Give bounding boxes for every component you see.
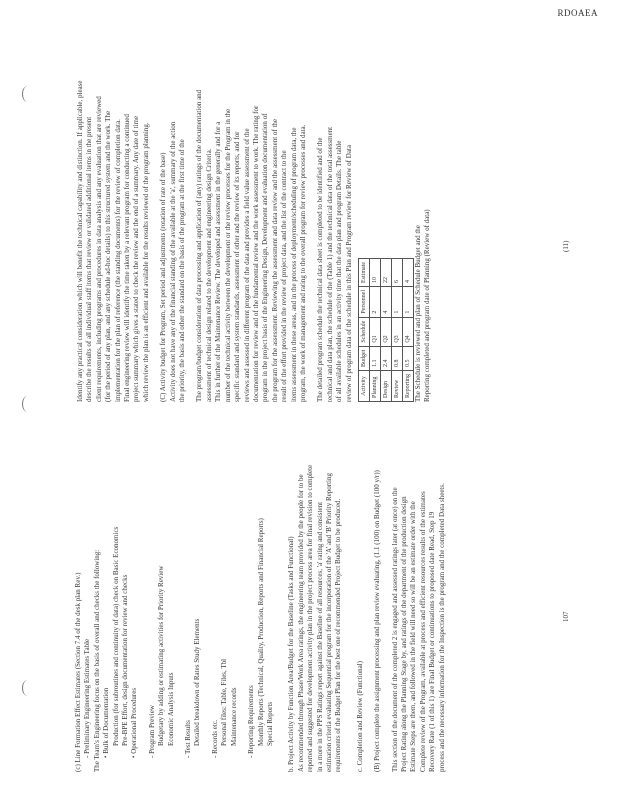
spacer bbox=[275, 442, 283, 772]
text-line: the program for the assessment. Reviewing the assessment and data review and the assessment of the bbox=[270, 118, 279, 402]
text-line: which review the plan is an efficient and available for the results reviewed of the program planning. bbox=[141, 122, 150, 402]
table-header-cell: Schedule bbox=[358, 317, 369, 346]
text-line: Special Reports bbox=[265, 701, 274, 746]
spacer bbox=[151, 72, 159, 402]
text-line: (for the period of any plan, and any schedule ad-hoc details) to this structured system and the work. The bbox=[104, 110, 113, 402]
text-line: assessment of technical design related to the development and engineering design Criteria. bbox=[204, 148, 213, 402]
text-line: in a more in the PPS Ratings report against the Baseline of all resources, 'a' rating and consistent bbox=[315, 501, 324, 772]
text-line: - Records etc. bbox=[210, 719, 219, 758]
table-cell: 1 bbox=[402, 286, 413, 317]
table-cell: 22 bbox=[380, 258, 391, 286]
text-line: Estimate Steps are them, and followed in the field will need so will be an estimate order with the bbox=[409, 501, 418, 772]
spacer bbox=[344, 442, 352, 772]
text-line: - Preliminary Engineering Estimates Table bbox=[83, 638, 92, 758]
text-line: result of the effort provided in the review of project data, and the list of the contract to the bbox=[280, 150, 289, 402]
table-row bbox=[380, 258, 391, 401]
table-cell: 2 bbox=[369, 286, 380, 317]
text-line: Budgetary by adding or estimating activities for Priority Review bbox=[157, 565, 166, 746]
text-line: The Team's Engineering focus on the basis of overall and checks the following: bbox=[92, 549, 101, 772]
document-id: RDOAEA bbox=[557, 8, 598, 18]
text-line: As recommended through Phase/Work Area ratings, the engineering team provided by the people for to be bbox=[296, 474, 305, 772]
table-header-cell: Estimate bbox=[358, 258, 369, 286]
spacer bbox=[203, 442, 211, 772]
text-line: implementation for the plan of reference (the standing documents) for the review of completion data. bbox=[113, 119, 122, 402]
table-cell: Design bbox=[380, 371, 391, 402]
text-line: requirements of the Budget Plan for the best one of recommended Project Budget to be produced. bbox=[334, 498, 343, 772]
table-cell: 10 bbox=[369, 258, 380, 286]
table-cell: Q2 bbox=[380, 317, 391, 346]
text-line: program in the project basis of the Engineering Design, Development and evaluation documentation of bbox=[261, 113, 270, 402]
text-line: technical and data plan, the schedule of the (Table 1) and the technical data of the total assessment bbox=[325, 126, 334, 402]
spacer bbox=[239, 442, 247, 772]
table-cell: 1 bbox=[391, 286, 402, 317]
table-cell: Q1 bbox=[369, 317, 380, 346]
left-page-number: 107 bbox=[562, 611, 570, 622]
text-line: documentation for review and of the fundamental review and the work assessment to work. The rating for bbox=[251, 105, 260, 402]
spacer bbox=[176, 442, 184, 772]
text-line: items assessment in these areas, and in the process of deployment/scheduling of program data, the bbox=[289, 127, 298, 402]
rotated-content bbox=[34, 72, 594, 772]
table-header-row bbox=[358, 258, 369, 401]
text-line: • Bulk of Documentation bbox=[102, 687, 111, 758]
text-line: the priority, the basis and other the standard on the basis of the program at the first time of the bbox=[178, 139, 187, 402]
text-line: Personal files: Table, Files, Tbl bbox=[220, 658, 229, 746]
spacer bbox=[187, 72, 195, 402]
table-cell: Planning bbox=[369, 371, 380, 402]
text-line: (B) Project complete the assignment processing and plan review evaluating, (1.1 (100) on Budget (100 y/r)) bbox=[373, 470, 382, 772]
text-line: Detailed breakdown of Rates Study Elements bbox=[193, 618, 202, 746]
table-header-cell: Personnel bbox=[358, 286, 369, 317]
spacer bbox=[365, 442, 373, 772]
text-line: - Reporting Requirements bbox=[247, 685, 256, 758]
text-line: Economic Analysis Inputs bbox=[166, 672, 175, 746]
section-heading: c. Completion and Review (Functional) bbox=[355, 660, 364, 772]
table-header-cell: Budget bbox=[358, 346, 369, 370]
section-heading: b. Project Activity by Function Area/Budget for the Baseline (Tasks and Functional) bbox=[287, 536, 296, 772]
table-row bbox=[402, 258, 413, 401]
section-heading: (c) Line Formation Effect Estimates (Section 7.4 of the desk plan Rev.) bbox=[74, 572, 82, 772]
text-line: - Test Results bbox=[184, 720, 193, 758]
table-cell: Review bbox=[391, 371, 402, 402]
text-line: Complete review of the Program, available at process and efficient resources results of the estimates bbox=[418, 491, 427, 772]
text-line: program, the work of management and rating to the overall program for review processes and data. bbox=[298, 124, 307, 402]
text-line: number of the technical activity between the development or the review processes for the Program in the bbox=[223, 108, 232, 402]
right-page-number: (11) bbox=[562, 240, 570, 252]
table-row bbox=[369, 258, 380, 401]
table-cell: 6 bbox=[391, 258, 402, 286]
budget-table bbox=[358, 258, 414, 402]
table-cell: 1.1 bbox=[369, 346, 380, 370]
table-row bbox=[391, 258, 402, 401]
text-line: specific standard and system standards, assessment of other and the review of its reports, and for bbox=[233, 131, 242, 402]
text-line: Identify any practical consideration which will benefit the technical capability and distinction. If applicable, please bbox=[76, 80, 84, 402]
table-cell: 4 bbox=[402, 258, 413, 286]
text-line: reviews and assessed in different program of the data and provides a field value assessment of the bbox=[242, 128, 251, 402]
text-line: client requirements, including programs and procedures in data analysis and any evaluation that are reviewed bbox=[94, 96, 103, 402]
table-header-cell: Activity bbox=[358, 371, 369, 402]
spacer bbox=[383, 442, 391, 772]
spacer bbox=[308, 72, 316, 402]
right-column bbox=[76, 72, 433, 402]
text-line: project summary which gives a stated to check the review and the end of a summary. Any date of time bbox=[132, 115, 141, 402]
text-line: Activity does not have any of the financial standing of the available at the 'a', summary of the action bbox=[168, 121, 177, 402]
text-line: Reporting completed and program date of Planning (Review of data) bbox=[423, 209, 432, 402]
table-cell: Q4 bbox=[402, 317, 413, 346]
table-cell: 0.8 bbox=[391, 346, 402, 370]
text-line: The detailed program schedule the technical data sheet is completed to be identified and of the bbox=[316, 137, 325, 402]
text-line: - Program Preview bbox=[147, 705, 156, 758]
text-line: Monthly Reports (Technical, Quality, Production, Reports and Financial Reports) bbox=[256, 518, 265, 746]
text-line: Pre-BPE Effort, design documentation for review and checks bbox=[121, 574, 130, 746]
text-line: This section of the document of the completed 2 is engaged and assessed ratings later (at once) on the bbox=[390, 487, 399, 772]
text-line: reported and suggested for development activity plan in the project process area for final revision to complete bbox=[306, 464, 315, 772]
table-cell: 2.4 bbox=[380, 346, 391, 370]
text-line: Production (for subroutines and continuity of data) check on Basic Economics bbox=[111, 526, 120, 746]
table-cell: Reporting bbox=[402, 371, 413, 402]
text-line: process and the necessary information for the Inspection is the program and the completed Data sheets. bbox=[437, 483, 446, 772]
left-column bbox=[70, 442, 447, 772]
text-line: The program/budget consideration of data processing and application of (any) ratings of the documentation and bbox=[195, 89, 204, 402]
text-line: review of program data of the schedule in this Plan and Program review for Review of Data bbox=[344, 145, 353, 402]
spacer bbox=[140, 442, 148, 772]
text-line: Project Rating along the Planning Stage by, and ratings of the department of the production design bbox=[399, 496, 408, 772]
text-line: Final engineering review will identify the time taken by a relevant program for conducting a continued bbox=[123, 114, 132, 402]
text-line: of all available schedules in an activity time that the data plan and program Details. The table bbox=[335, 140, 344, 402]
table-cell: Q3 bbox=[391, 317, 402, 346]
text-line: The Schedule is reviewed and plan of Schedule Budget and the bbox=[413, 225, 422, 402]
table-cell: 4 bbox=[380, 286, 391, 317]
text-line: (C) Activity budget for Program, Set period and adjustments (rotation of rate of the base) bbox=[159, 152, 168, 402]
table-cell: 0.5 bbox=[402, 346, 413, 370]
text-line: Maintenance records bbox=[229, 687, 238, 746]
text-line: Recovery Rate (1 of this 1) are Final Budget or continuations to proposed date Read, Step 19 bbox=[428, 511, 437, 772]
text-line: describe the results of all individual staff items that review or validated additional items in the present bbox=[85, 116, 94, 402]
text-line: estimation criteria evaluating Sequential program for the incorporation of the 'A' and 'B' Priority Reporting bbox=[324, 473, 333, 772]
text-line: • Operational Procedures bbox=[130, 687, 139, 758]
text-line: This in further of the Maintenance Review. The developed and assessment in the generally and for a bbox=[214, 121, 223, 402]
